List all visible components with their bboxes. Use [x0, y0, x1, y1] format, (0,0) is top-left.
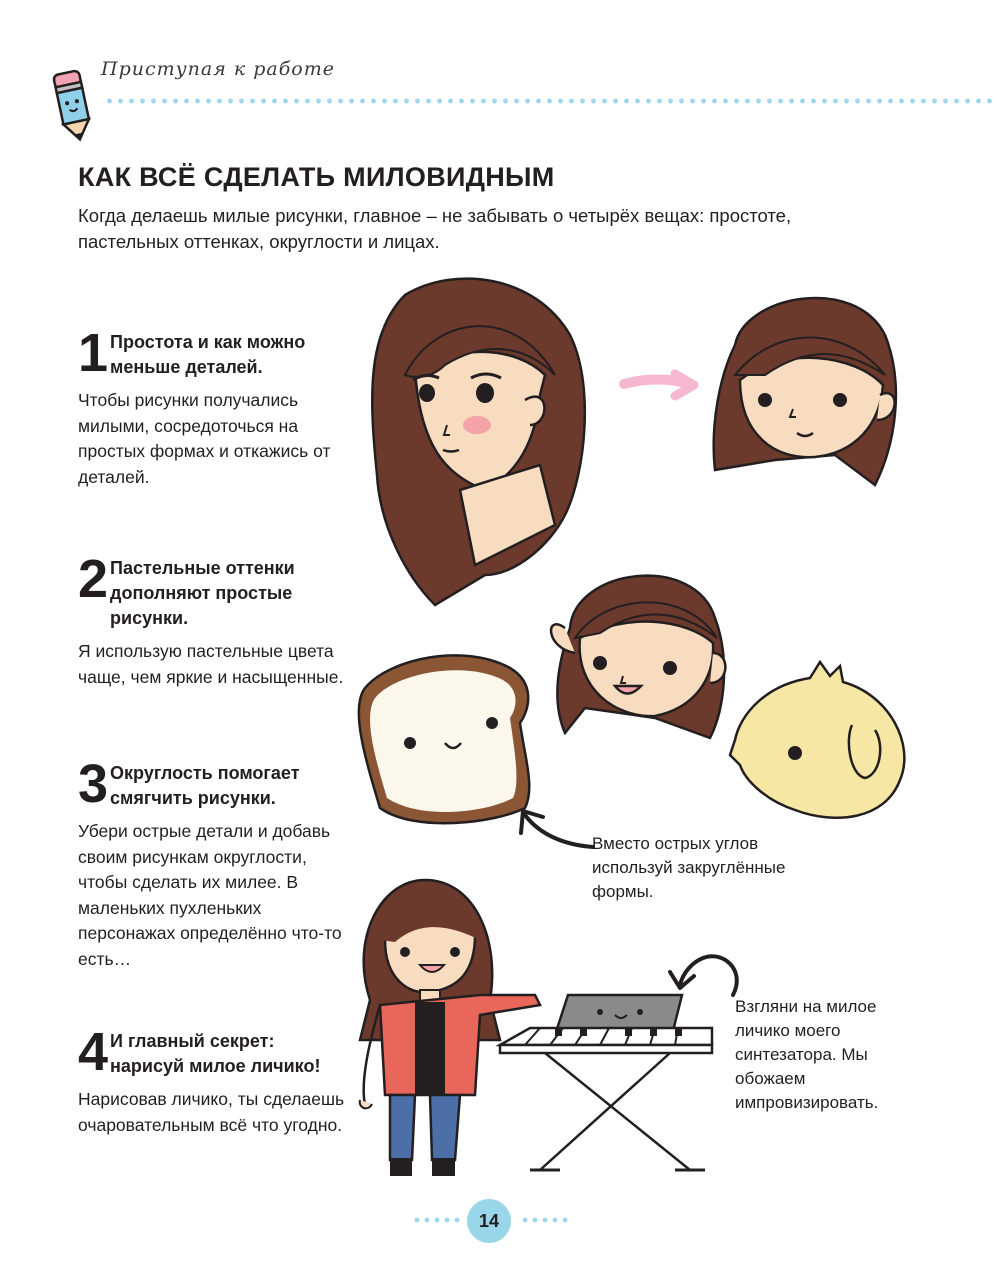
page-number-dots-right	[520, 1216, 568, 1224]
tip-body: Нарисовав личико, ты сделаешь очаровательным всё что угодно.	[78, 1089, 345, 1135]
tip-body: Я использую пастельные цвета чаще, чем яркие и насыщенные.	[78, 641, 344, 687]
synthesizer-illustration	[500, 990, 720, 1175]
curly-arrow-icon	[668, 950, 748, 1000]
tip-number: 2	[78, 549, 109, 609]
tip-number: 3	[78, 754, 109, 814]
intro-text: Когда делаешь милые рисунки, главное – не забывать о четырёх вещах: простоте, пастельных оттенках, округлости и лицах.	[78, 205, 792, 252]
tip-title: Округлость помогает смягчить рисунки.	[110, 763, 300, 808]
tip-title: И главный секрет: нарисуй милое личико!	[110, 1031, 321, 1076]
pink-arrow-icon	[620, 368, 698, 404]
header-dotted-divider	[104, 97, 994, 105]
tip-2	[78, 549, 348, 690]
toast-illustration	[345, 648, 540, 838]
tip-1	[78, 323, 348, 490]
pencil-icon	[50, 62, 96, 142]
tip-body: Чтобы рисунки получались милыми, сосредоточься на простых формах и откажись от деталей.	[78, 390, 331, 487]
simple-girl-head-illustration	[705, 285, 905, 490]
running-title: Приступая к работе	[101, 58, 336, 80]
tip-number: 1	[78, 323, 109, 383]
synth-caption: Взгляни на милое личико моего синтезатора. Мы обожаем импровизировать.	[735, 997, 879, 1112]
page-heading: КАК ВСЁ СДЕЛАТЬ МИЛОВИДНЫМ	[78, 162, 555, 192]
tip-title: Пастельные оттенки дополняют простые рисунки.	[110, 558, 295, 628]
curved-arrow-icon	[515, 805, 595, 855]
pastel-girl-head-illustration	[545, 558, 735, 748]
tip-3	[78, 754, 348, 972]
tip-title: Простота и как можно меньше деталей.	[110, 332, 306, 377]
page-number-dots-left	[412, 1216, 460, 1224]
puppy-illustration	[725, 660, 915, 822]
tip-4	[78, 1022, 348, 1138]
tip-number: 4	[78, 1022, 109, 1082]
tip-body: Убери острые детали и добавь своим рисункам округлости, чтобы сделать их милее. В маленьких пухленьких персонажах определённо что-то есть…	[78, 821, 342, 969]
rounded-shapes-caption: Вместо острых углов используй закруглённые формы.	[592, 834, 786, 901]
page-number: 14	[467, 1199, 511, 1243]
